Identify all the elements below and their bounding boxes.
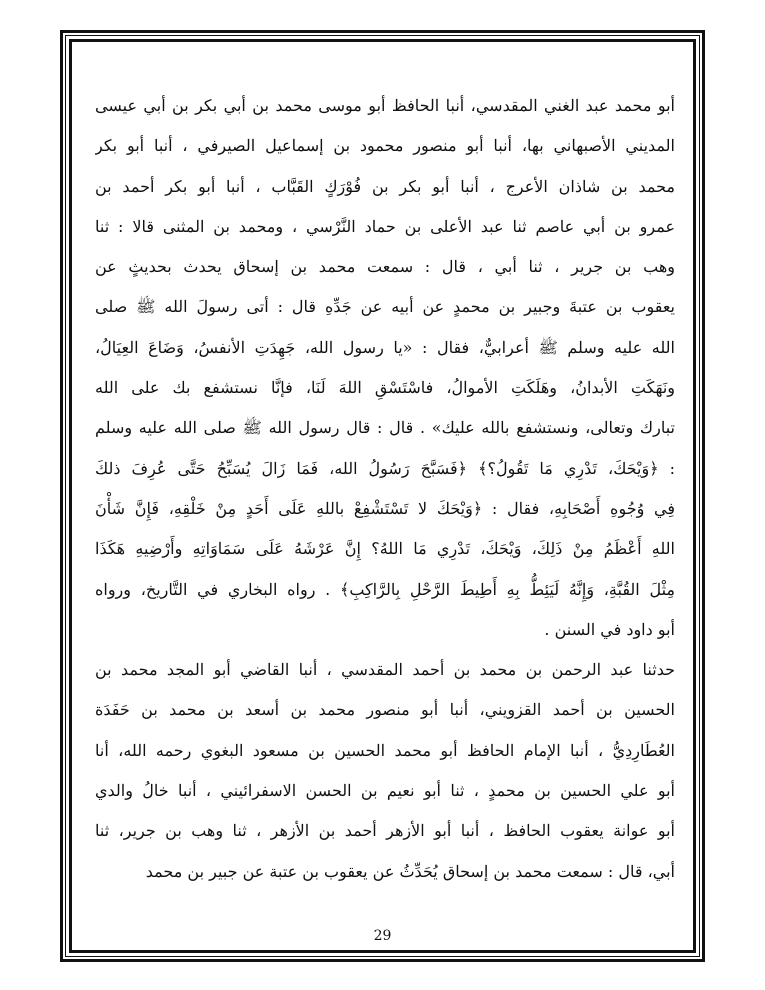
text-line: أبو داود في السنن . [544, 619, 675, 639]
page-number: 29 [373, 928, 392, 944]
text-line: الحسين بن أحمد القزويني، أنبا أبو منصور محمد بن أسعد بن محمد بن حَفَدَة [95, 700, 675, 720]
text-line: عمرو بن أبي عاصم ثنا عبد الأعلى بن حماد النَّرْسي ، ومحمد بن المثنى قالا : ثنا [95, 216, 675, 236]
text-line: مِثْلَ القُبَّةِ، وَإِنَّهُ لَيَئِطُّ بِهِ أَطِيطَ الرَّحْلِ بِالرَّاكِبِ﴾ . رواه البخاري في التَّاريخ، ورواه [95, 579, 675, 599]
text-line: وهب بن جرير ، ثنا أبي ، قال : سمعت محمد بن إسحاق يحدث بحديثٍ عن [95, 257, 675, 277]
text-line: أبو محمد عبد الغني المقدسي، أنبا الحافظ أبو موسى محمد بن أبي بكر بن أبي عيسى [95, 96, 675, 115]
text-line: أبو عوانة يعقوب الحافظ ، أنبا أبو الأزهر أحمد بن الأزهر ، ثنا وهب بن جرير، ثنا [95, 821, 675, 841]
text-line: تبارك وتعالى، ونستشفع بالله عليك» . قال : قال رسول الله ﷺ صلى الله عليه وسلم [95, 418, 675, 438]
text-line: المديني الأصبهاني بها، أنبا أبو منصور محمود بن إسماعيل الصيرفي ، أنبا أبو بكر [95, 136, 675, 156]
text-line: أبو علي الحسين بن محمدٍ ، ثنا أبو نعيم بن الحسن الاسفرائيني ، أنبا خالُ والدي [95, 781, 675, 801]
text-line: يعقوب بن عتبةَ وجبير بن محمدٍ عن أبيه عن جَدِّهِ قال : أتى رسولَ الله ﷺ صلى [95, 297, 675, 317]
text-line: اللهِ أَعْظَمُ مِنْ ذَلِكَ، وَيْحَكَ، تَدْرِي مَا اللهُ؟ إِنَّ عَرْشَهُ عَلَى سَمَاوَاتِهِ وأَرْضِيهِ هَكَذَا [95, 539, 675, 559]
text-line: العُطَارِدِيُّ ، أنبا الإمام الحافظ أبو محمد الحسين بن مسعود البغوي رحمه الله، أنا [95, 740, 675, 760]
page-body [95, 86, 675, 892]
text-line: فِي وُجُوهِ أَصْحَابِهِ، فقال : ﴿وَيْحَكَ لا تَسْتَشْفِعْ باللهِ عَلَى أَحَدٍ مِنْ خَلْقِهِ، فَإِنَّ شَأْنَ [95, 498, 675, 518]
text-line: حدثنا عبد الرحمن بن محمد بن أحمد المقدسي ، أنبا القاضي أبو المجد محمد بن [95, 660, 675, 680]
text-line: محمد بن شاذان الأعرج ، أنبا أبو بكر بن فُوْرَكٍ القَبَّاب ، أنبا أبو بكر أحمد بن [95, 176, 675, 196]
text-line: الله عليه وسلم ﷺ أعرابيٌّ، فقال : «يا رسول الله، جَهِدَتِ الأنفسُ، وَضَاعَ العِيَالُ، [95, 337, 675, 357]
text-line: : ﴿وَيْحَكَ، تَدْرِي مَا تَقُولُ؟﴾ ﴿فَسَبَّحَ رَسُولُ الله، فَمَا زَالَ يُسَبِّحُ حَتَّى عُرِفَ ذلكَ [95, 458, 675, 478]
text-line: ونَهَكَتِ الأبدانُ، وهَلَكَتِ الأموالُ، فاسْتَسْقِ اللهَ لَنَا، فإنَّا نستشفع بك على الله [95, 378, 675, 398]
text-line: أبي، قال : سمعت محمد بن إسحاق يُحَدِّثُ عن يعقوب بن عتبة عن جبير بن محمد [145, 861, 675, 881]
